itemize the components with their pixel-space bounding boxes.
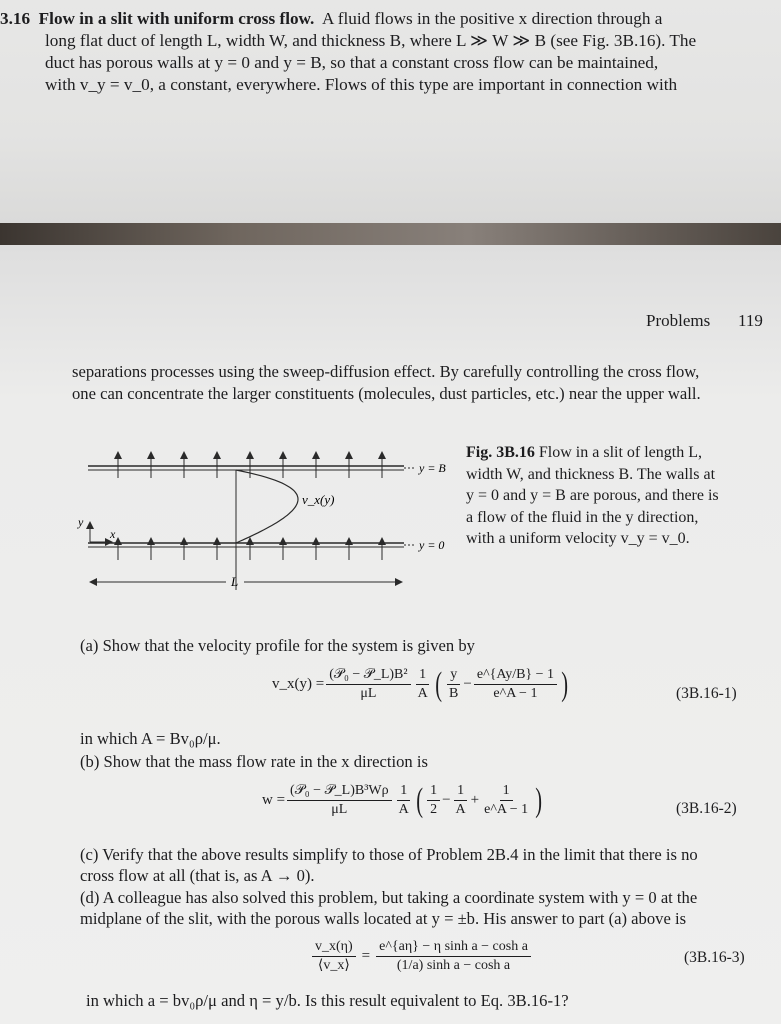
eq1-lhs: v_x(y) = xyxy=(272,676,325,692)
equation-3b16-3: $\frac{v\_x(\eta)}{⟨v\_x⟩}$ = $\frac{\text{e\textasciicircum{}\{aη\} − η sinh a − cosh a}}{\text{(1/a) sinh a − cosh a}}$ xyxy=(310,939,533,974)
problem-3b16-statement xyxy=(0,8,770,96)
eq2-term-3: $\frac{1}{e\^{}A - 1}$ xyxy=(484,783,529,817)
eq1-one-over-A: $\frac{1}{A}$ xyxy=(417,667,428,701)
problem-line-1: A fluid flows in the positive x direction through a xyxy=(321,9,663,28)
continuation-line-2: one can concentrate the larger constituents (molecules, dust particles, etc.) near the upper wall. xyxy=(72,384,701,403)
label-y-equals-B: y = B xyxy=(419,461,446,475)
part-d-line-1: (d) A colleague has also solved this problem, but taking a coordinate system with y = 0 at the xyxy=(80,888,698,907)
problem-number: 3.16 xyxy=(0,9,31,28)
profile-label: v_x(y) xyxy=(302,492,335,507)
problem-title: Flow in a slit with uniform cross flow. xyxy=(38,9,315,28)
length-dimension xyxy=(90,574,402,589)
problem-line-2: long flat duct of length L, width W, and thickness B, where L ≫ W ≫ B (see Fig. 3B.16). The xyxy=(45,31,697,50)
problem-first-line xyxy=(0,8,770,30)
eq3-lhs: $\frac{v\_x(\eta)}{⟨v\_x⟩}$ xyxy=(312,939,356,974)
eq2-term-2: $\frac{1}{A}$ xyxy=(455,783,466,817)
continuation-line-1: separations processes using the sweep-diffusion effect. By carefully controlling the cross flow, xyxy=(72,362,700,381)
figure-caption xyxy=(466,442,719,550)
eq2-one-over-A: $\frac{1}{A}$ xyxy=(398,783,409,817)
caption-line-1: Fig. 3B.16 Flow in a slit of length L, xyxy=(466,444,702,461)
running-head: Problems xyxy=(646,311,711,330)
profile-curve xyxy=(236,470,298,543)
label-y-equals-0: y = 0 xyxy=(419,538,445,552)
eq1-coefficient: $\frac{\text{(𝒫₀ − 𝒫\_L)B²}}{\mu L}$ xyxy=(326,667,410,702)
eq2-lhs: w = xyxy=(262,792,286,808)
caption-label: Fig. 3B.16 xyxy=(466,444,535,461)
y-axis-label: y xyxy=(78,515,84,529)
coordinate-axes xyxy=(77,515,116,542)
equation-3b16-2: w = $\frac{\text{(𝒫₀ − 𝒫\_L)B³Wρ}}{\mu L}$ $\frac{1}{A}$ ( $\frac{1}{2}$ − $\frac{1}{A}$ + $\frac{1}{e\^{}A - 1}$ ) xyxy=(262,781,543,819)
previous-page xyxy=(0,0,781,225)
problem-line-4: with v_y = v_0, a constant, everywhere. Flows of this type are important in connection with xyxy=(45,75,678,94)
part-c-line-1: (c) Verify that the above results simplify to those of Problem 2B.4 in the limit that there is no xyxy=(80,845,698,864)
length-label: L xyxy=(231,574,239,589)
final-question-line: in which a = bv₀ρ/μ and η = y/b. Is this result equivalent to Eq. 3B.16-1? xyxy=(86,991,569,1010)
eq3-rhs: $\frac{\text{e\textasciicircum{}\{aη\} − η sinh a − cosh a}}{\text{(1/a) sinh a − cosh a}}$ xyxy=(376,939,531,974)
part-b-text: (b) Show that the mass flow rate in the x direction is xyxy=(80,752,428,771)
crossflow-arrows-top xyxy=(118,452,382,478)
x-axis-label: x xyxy=(110,527,116,541)
eq2-term-1: $\frac{1}{2}$ xyxy=(427,783,440,818)
part-a-text: (a) Show that the velocity profile for the system is given by xyxy=(80,636,475,655)
velocity-profile xyxy=(236,470,298,590)
part-d-line-2: midplane of the slit, with the porous walls located at y = ±b. His answer to part (a) above is xyxy=(80,909,687,928)
caption-line-2: width W, and thickness B. The walls at xyxy=(466,465,716,483)
crossflow-arrows-bottom xyxy=(118,538,382,560)
eq2-number: (3B.16-2) xyxy=(676,800,737,817)
part-c-line-2: cross flow at all (that is, as A → 0). xyxy=(80,866,315,885)
bottom-porous-wall xyxy=(88,543,404,547)
eq1-term-1: $\frac{y}{B}$ xyxy=(449,667,459,701)
top-porous-wall xyxy=(88,466,404,470)
caption-line-5: with a uniform velocity v_y = v_0. xyxy=(466,530,690,547)
page-number: 119 xyxy=(738,311,763,330)
page-119 xyxy=(0,245,781,1024)
eq2-coefficient: $\frac{\text{(𝒫₀ − 𝒫\_L)B³Wρ}}{\mu L}$ xyxy=(287,783,392,818)
problem-line-3: duct has porous walls at y = 0 and y = B, so that a constant cross flow can be maintained, xyxy=(45,53,659,72)
eq1-number: (3B.16-1) xyxy=(676,685,737,702)
book-gutter xyxy=(0,223,781,245)
definition-of-A: in which A = Bv₀ρ/μ. xyxy=(80,729,221,748)
caption-line-3: y = 0 and y = B are porous, and there is xyxy=(466,487,719,504)
eq1-term-2: $\frac{e\^{}\{Ay/B\} - 1}{e\^{}A - 1}$ xyxy=(474,667,557,702)
figure-3b16-diagram xyxy=(76,440,456,590)
eq3-number: (3B.16-3) xyxy=(684,949,745,966)
equation-3b16-1: v_x(y) = $\frac{\text{(𝒫₀ − 𝒫\_L)B²}}{\mu L}$ $\frac{1}{A}$ ( $\frac{y}{B}$ − $\frac{e\^{}\{Ay/B\} - 1}{e\^{}A - 1}$ ) xyxy=(272,665,569,703)
caption-line-4: a flow of the fluid in the y direction, xyxy=(466,508,699,526)
